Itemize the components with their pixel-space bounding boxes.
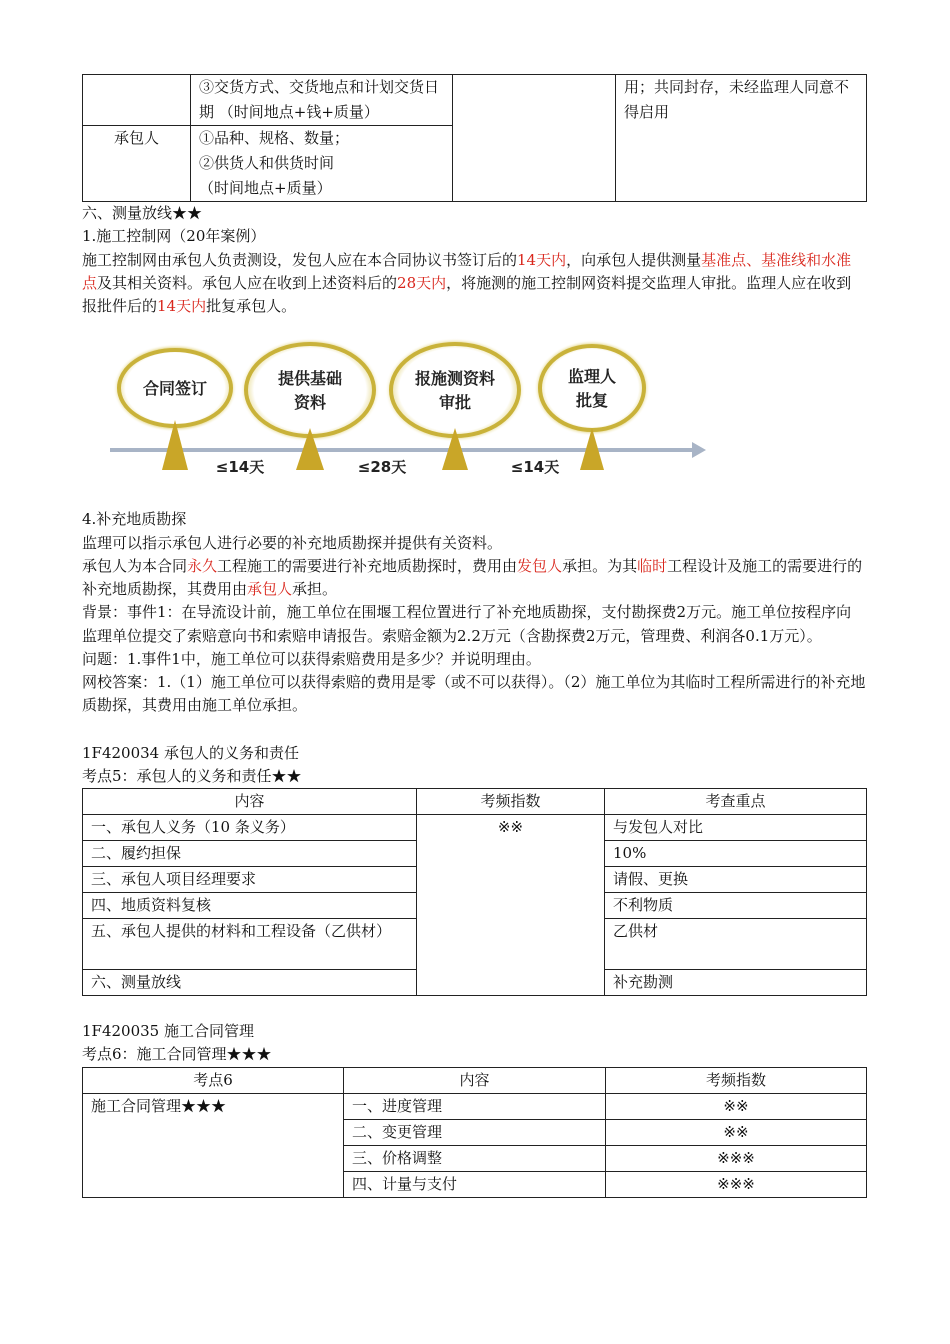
table-cell: 四、计量与支付 (344, 1171, 606, 1197)
table-cell: 三、价格调整 (344, 1145, 606, 1171)
section34-code: 1F420034 承包人的义务和责任 (82, 743, 299, 762)
text-run: 及其相关资料。承包人应在收到上述资料后的 (97, 273, 398, 292)
table-cell-frequency: ※※※ (606, 1145, 867, 1171)
table-cell: 四、地质资料复核 (83, 893, 417, 919)
table-header-row (83, 789, 867, 815)
node-label-line1: 报施测资料 (414, 369, 496, 389)
top-table-cell-seal: 用；共同封存，未经监理人同意不得启用 (616, 75, 867, 202)
table-row (83, 1093, 867, 1119)
section35-code: 1F420035 施工合同管理 (82, 1022, 254, 1040)
table-header: 考查重点 (605, 789, 867, 815)
top-table-item: ①品种、规格、数量； (199, 129, 350, 147)
table-header-row (83, 1067, 867, 1093)
text-run: 工程设计及施工的需要进行的补充地质勘探，其费用由 (82, 556, 863, 598)
page (82, 74, 866, 1198)
table-header: 内容 (83, 789, 417, 815)
interval-label: ≤14天 (215, 458, 265, 477)
table-row (83, 815, 867, 841)
top-table-item: ②供货人和供货时间 (199, 154, 335, 172)
section4-question: 问题：1.事件1中，施工单位可以获得索赔费用是多少？并说明理由。 (82, 649, 541, 668)
section4-p2 (82, 555, 866, 602)
node-label-line2: 审批 (438, 393, 472, 413)
table-header: 考频指数 (417, 789, 605, 815)
table-cell-frequency: ※※※ (606, 1171, 867, 1197)
table-header: 内容 (344, 1067, 606, 1093)
section6-sub1: 1.施工控制网（20年案例） (82, 227, 266, 246)
text-run: 施工控制网由承包人负责测设，发包人应在本合同协议书签订后的 (82, 250, 518, 269)
obligations-table (82, 788, 867, 996)
table-cell: 二、履约担保 (83, 841, 417, 867)
section4-p1: 监理可以指示承包人进行必要的补充地质勘探并提供有关资料。 (82, 533, 503, 552)
section35-kaodian: 考点6：施工合同管理★★★ (82, 1045, 272, 1064)
section34-kaodian: 考点5：承包人的义务和责任★★ (82, 766, 302, 785)
text-run: 工程施工的需要进行补充地质勘探时，费用由 (217, 556, 518, 575)
highlight-28-days: 28天内 (397, 273, 447, 292)
highlight-temporary: 临时 (637, 556, 668, 575)
text-run: 承担。为其 (562, 556, 638, 575)
top-table-cell-blank (453, 75, 616, 202)
interval-label: ≤28天 (357, 458, 407, 477)
text-run: ，向承包人提供测量 (566, 250, 702, 269)
table-cell: 六、测量放线 (83, 970, 417, 996)
table-cell-frequency: ※※ (606, 1093, 867, 1119)
top-table-cell-delivery: ③交货方式、交货地点和计划交货日期 （时间地点+钱+质量） (191, 75, 453, 126)
timeline-arrowhead (692, 442, 706, 458)
table-header: 考点6 (83, 1067, 344, 1093)
highlight-permanent: 永久 (187, 556, 218, 575)
spacer (82, 996, 866, 1020)
table-header: 考频指数 (606, 1067, 867, 1093)
highlight-employer: 发包人 (517, 556, 563, 575)
top-table (82, 74, 867, 202)
interval-label: ≤14天 (510, 458, 560, 477)
text-run: 批复承包人。 (206, 297, 297, 315)
timeline-svg (110, 338, 710, 488)
section4-heading: 4.补充地质勘探 (82, 510, 187, 529)
table-cell-frequency: ※※ (606, 1119, 867, 1145)
section4-background: 背景：事件1：在导流设计前，施工单位在围堰工程位置进行了补充地质勘探，支付勘探费2万元。施工单位按程序向监理单位提交了索赔意向书和索赔申请报告。索赔金额为2.2万元（含勘探费2万元，管理费、利润各0.1万元）。 (82, 603, 852, 645)
node-label-line2: 批复 (575, 391, 609, 411)
table-cell: 三、承包人项目经理要求 (83, 867, 417, 893)
top-table-cell-empty (83, 75, 191, 126)
table-cell: 一、承包人义务（10 条义务） (83, 815, 417, 841)
highlight-contractor: 承包人 (247, 580, 293, 598)
table-cell-topic: 施工合同管理★★★ (83, 1093, 344, 1197)
table-cell: 与发包人对比 (605, 815, 867, 841)
highlight-14-days: 14天内 (517, 250, 567, 269)
text-run: ，将施测的施工控制网资料提交监理人审批。监理人应在收到报批件后的 (82, 273, 852, 315)
table-cell: 乙供材 (605, 919, 867, 970)
table-cell: 五、承包人提供的材料和工程设备（乙供材） (83, 919, 417, 970)
node-label: 合同签订 (142, 379, 208, 399)
timeline-diagram (110, 338, 710, 488)
table-cell: 补充勘测 (605, 970, 867, 996)
top-table-cell-contractor: 承包人 (83, 126, 191, 202)
contract-management-table (82, 1067, 867, 1198)
table-cell: 不利物质 (605, 893, 867, 919)
top-table-item: （时间地点+质量） (199, 179, 332, 197)
table-cell-frequency: ※※ (417, 815, 605, 996)
spacer (82, 718, 866, 742)
highlight-benchmarks: 基准点、基准线和水准点 (82, 250, 852, 292)
node-label-line2: 资料 (293, 393, 327, 413)
section6-paragraph (82, 249, 866, 319)
text-run: 承担。 (292, 580, 338, 598)
table-cell: 一、进度管理 (344, 1093, 606, 1119)
table-cell: 10% (605, 841, 867, 867)
node-label-line1: 提供基础 (277, 369, 343, 389)
node-label-line1: 监理人 (567, 367, 617, 387)
table-cell: 请假、更换 (605, 867, 867, 893)
section4-answer: 网校答案：1.（1）施工单位可以获得索赔的费用是零（或不可以获得）。（2）施工单位为其临时工程所需进行的补充地质勘探，其费用由施工单位承担。 (82, 673, 866, 715)
text-run: 承包人为本合同 (82, 556, 188, 575)
highlight-14-days-2: 14天内 (157, 297, 207, 315)
table-cell: 二、变更管理 (344, 1119, 606, 1145)
top-table-cell-items (191, 126, 453, 202)
section6-heading: 六、测量放线★★ (82, 204, 203, 222)
